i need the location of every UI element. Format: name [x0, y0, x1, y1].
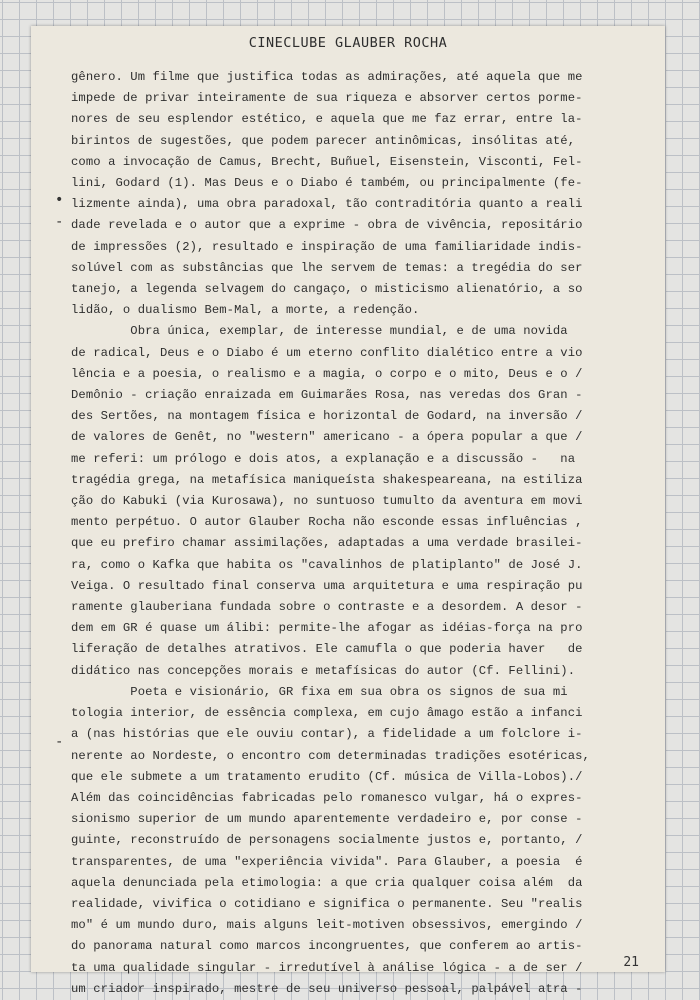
text-line: a (nas histórias que ele ouviu contar), a fidelidade a um folclore i- [71, 727, 583, 742]
text-line: de radical, Deus e o Diabo é um eterno conflito dialético entre a vio [71, 345, 583, 360]
text-line: de impressões (2), resultado e inspiração de uma familiaridade indis- [71, 239, 583, 254]
text-line: ra, como o Kafka que habita os "cavalinhos de platiplanto" de José J. [71, 557, 583, 572]
margin-bullet-mark: • [55, 192, 64, 208]
text-line: nores de seu esplendor estético, e aquela que me faz errar, entre la- [71, 112, 583, 127]
text-line: lidão, o dualismo Bem-Mal, a morte, a redenção. [71, 303, 420, 318]
text-line: tologia interior, de essência complexa, em cujo âmago estão a infanci [71, 706, 583, 721]
text-line: do panorama natural como marcos incongruentes, que conferem ao artis- [71, 939, 583, 954]
text-line: Demônio - criação enraizada em Guimarães Rosa, nas veredas dos Gran - [71, 388, 583, 403]
text-line: dade revelada e o autor que a exprime - obra de vivência, repositário [71, 218, 583, 233]
text-line: me referi: um prólogo e dois atos, a explanação e a discussão - na [71, 451, 576, 466]
text-line: tanejo, a legenda selvagem do cangaço, o misticismo alienatório, a so [71, 282, 583, 297]
text-line: aquela denunciada pela etimologia: a que cria qualquer coisa além da [71, 875, 583, 890]
text-line: didático nas concepções morais e metafísicas do autor (Cf. Fellini). [71, 663, 576, 678]
text-line: birintos de sugestões, que podem parecer antinômicas, insólitas até, [71, 133, 576, 148]
text-line: realidade, vivifica o cotidiano e significa o permanente. Seu "realis [71, 896, 583, 911]
text-line: como a invocação de Camus, Brecht, Buñuel, Eisenstein, Visconti, Fel- [71, 154, 583, 169]
text-line: sionismo superior de um mundo aparentemente verdadeiro e, por conse - [71, 812, 583, 827]
typewritten-page [31, 26, 665, 996]
text-line: que ele submete a um tratamento erudito (Cf. música de Villa-Lobos)./ [71, 769, 583, 784]
margin-dash-mark: - [55, 214, 64, 230]
text-line: dem em GR é quase um álibi: permite-lhe afogar as idéias-força na pro [71, 621, 583, 636]
text-line: tragédia grega, na metafísica maniqueísta shakespeareana, na estiliza [71, 472, 583, 487]
text-line: lini, Godard (1). Mas Deus e o Diabo é também, ou principalmente (fe- [71, 176, 583, 191]
text-line: lizmente ainda), uma obra paradoxal, tão contraditória quanto a reali [71, 197, 583, 212]
text-line: solúvel com as substâncias que lhe servem de temas: a tregédia do ser [71, 260, 583, 275]
text-line: gênero. Um filme que justifica todas as admirações, até aquela que me [71, 70, 583, 84]
text-line: guinte, reconstruído de personagens socialmente justos e, portanto, / [71, 833, 583, 848]
text-line: Poeta e visionário, GR fixa em sua obra os signos de sua mi [71, 684, 568, 699]
text-line: de valores de Genêt, no "western" americano - a ópera popular a que / [71, 430, 583, 445]
margin-dash-mark: - [55, 734, 64, 750]
page-header-title: CINECLUBE GLAUBER ROCHA [248, 35, 448, 51]
text-line: um criador inspirado, mestre de seu universo pessoal, palpável atra - [71, 981, 583, 996]
text-line: que eu prefiro chamar assimilações, adaptadas a uma verdade brasilei- [71, 536, 583, 551]
text-line: liferação de detalhes atrativos. Ele camufla o que poderia haver de [71, 642, 583, 657]
text-line: Veiga. O resultado final conserva uma arquitetura e uma respiração pu [71, 578, 583, 593]
text-line: nerente ao Nordeste, o encontro com determinadas tradições esotéricas, [71, 748, 590, 763]
text-line: Obra única, exemplar, de interesse mundial, e de uma novida [71, 324, 568, 339]
text-line: des Sertões, na montagem física e horizontal de Godard, na inversão / [71, 409, 583, 424]
text-line: mento perpétuo. O autor Glauber Rocha não esconde essas influências , [71, 515, 583, 530]
text-line: ramente glauberiana fundada sobre o contraste e a desordem. A desor - [71, 600, 583, 615]
page-number: 21 [623, 955, 639, 970]
text-line: Além das coincidências fabricadas pelo romanesco vulgar, há o expres- [71, 790, 583, 805]
text-line: mo" é um mundo duro, mais alguns leit-motiven obsessivos, emergindo / [71, 918, 583, 933]
text-line: ção do Kabuki (via Kurosawa), no suntuoso tumulto da aventura em movi [71, 494, 583, 509]
text-line: impede de privar inteiramente de sua riqueza e absorver certos porme- [71, 91, 583, 106]
text-line: ta uma qualidade singular - irredutível à análise lógica - a de ser / [71, 960, 583, 975]
text-line: lência e a poesia, o realismo e a magia, o corpo e o mito, Deus e o / [71, 366, 583, 381]
body-text [71, 67, 641, 1000]
text-line: transparentes, de uma "experiência vivida". Para Glauber, a poesia é [71, 854, 583, 869]
